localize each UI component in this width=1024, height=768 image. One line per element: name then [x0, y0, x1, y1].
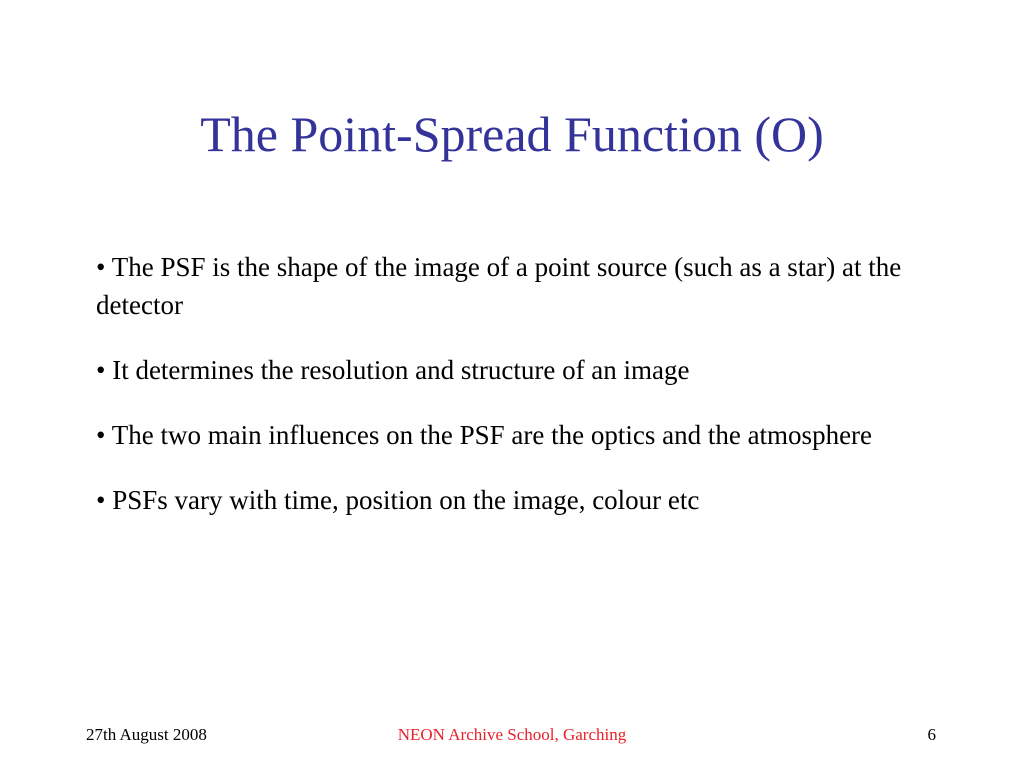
bullet-list — [96, 248, 956, 546]
bullet-item: • The two main influences on the PSF are the optics and the atmosphere — [96, 420, 873, 450]
slide-title: The Point-Spread Function (O) — [200, 106, 824, 162]
bullet-item: • PSFs vary with time, position on the image, colour etc — [96, 485, 700, 515]
bullet-item: • The PSF is the shape of the image of a point source (such as a star) at the detector — [96, 252, 902, 320]
footer-event: NEON Archive School, Garching — [397, 725, 627, 744]
page-number: 6 — [927, 725, 936, 744]
footer-date: 27th August 2008 — [86, 725, 207, 744]
bullet-item: • It determines the resolution and structure of an image — [96, 355, 690, 385]
